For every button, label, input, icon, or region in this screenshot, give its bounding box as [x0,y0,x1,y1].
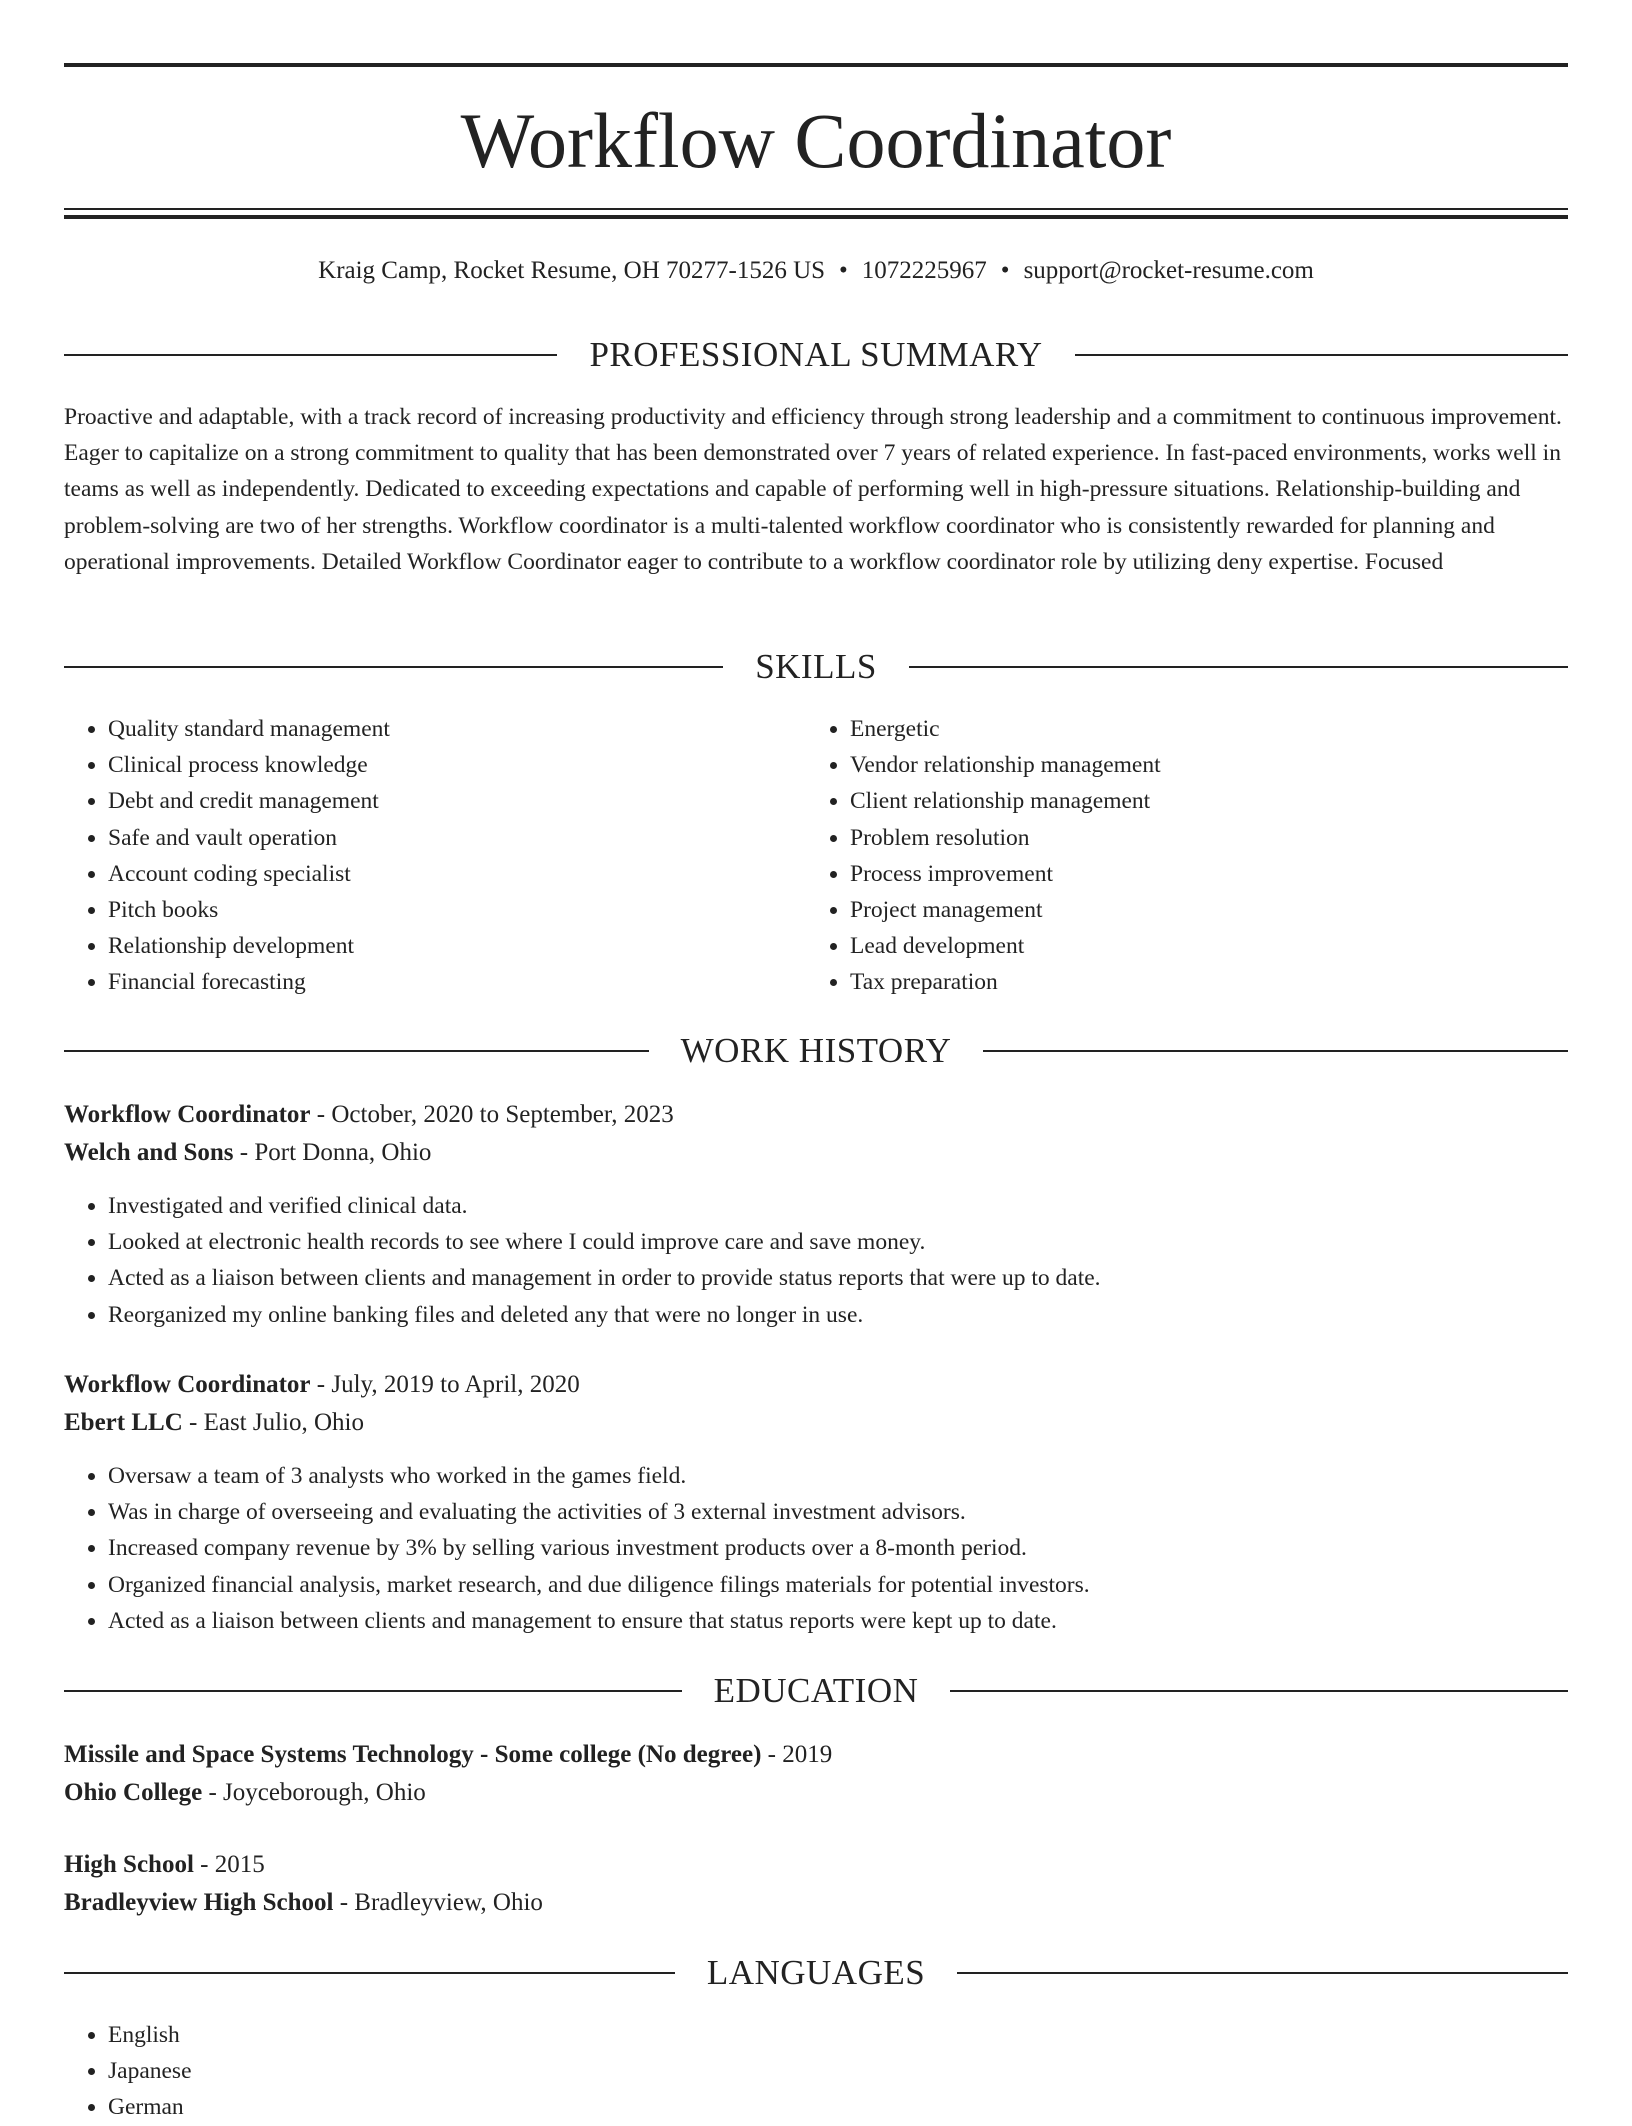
job-bullet: • Acted as a liaison between clients and management in order to provide status reports that were up to date. [108,1260,1568,1296]
job-company-line [64,1404,1568,1442]
education-degree-line [64,1736,1568,1774]
skill-item: • Safe and vault operation [108,820,764,856]
section-rule [1075,354,1568,356]
job-company-line [64,1134,1568,1172]
skill-item: • Quality standard management [108,711,764,747]
job-bullet: • Oversaw a team of 3 analysts who worked in the games field. [108,1458,1568,1494]
contact-line [64,253,1568,289]
job-title-line [64,1366,1568,1404]
language-item: • English [108,2017,1568,2053]
skill-item: • Debt and credit management [108,783,764,819]
section-rule [64,1690,682,1692]
education-degree: High School [64,1851,194,1878]
contact-address: Kraig Camp, Rocket Resume, OH 70277-1526 US [318,257,826,284]
education-entry [64,1846,1568,1922]
education-year: - 2015 [193,1851,265,1878]
job-entry [64,1096,1568,1333]
skill-item: • Energetic [850,711,1506,747]
job-location: - East Julio, Ohio [182,1409,364,1436]
contact-separator: • [839,257,848,284]
job-bullet: • Increased company revenue by 3% by selling various investment products over a 8-month period. [108,1530,1568,1566]
job-bullet: • Reorganized my online banking files and deleted any that were no longer in use. [108,1297,1568,1333]
section-rule [64,1972,675,1974]
education-school: Ohio College [64,1779,203,1806]
language-item: • Japanese [108,2053,1568,2089]
skill-item: • Financial forecasting [108,964,764,1000]
skill-item: • Client relationship management [850,783,1506,819]
section-title: SKILLS [755,647,877,686]
language-item: • German [108,2089,1568,2125]
job-title: Workflow Coordinator [64,1371,311,1398]
job-bullet: • Organized financial analysis, market research, and due diligence filings materials for potential investors. [108,1567,1568,1603]
section-title: LANGUAGES [706,1953,926,1992]
education-degree: Missile and Space Systems Technology - Some college (No degree) [64,1741,762,1768]
job-company: Welch and Sons [64,1139,234,1166]
contact-separator: • [1000,257,1010,284]
job-bullet: • Looked at electronic health records to see where I could improve care and save money. [108,1224,1568,1260]
job-bullet: • Acted as a liaison between clients and management to ensure that status reports were kept up to date. [108,1603,1568,1639]
title-rule-thick [64,215,1568,219]
education-school: Bradleyview High School [64,1889,334,1916]
skill-item: • Problem resolution [850,820,1506,856]
job-location: - Port Donna, Ohio [233,1139,432,1166]
summary-text: Proactive and adaptable, with a track record of increasing productivity and efficiency through strong leadership and a commitment to continuous improvement. Eager to capitalize on a strong commitment to quality that has been demonstrated over 7 years of related experience. In fast-paced environments, works well in teams as well as independently. Dedicated to exceeding expectations and capable of performing well in high-pressure situations. Relationship-building and problem-solving are two of her strengths. Workflow coordinator is a multi-talented workflow coordinator who is consistently rewarded for planning and operational improvements. Detailed Workflow Coordinator eager to contribute to a workflow coordinator role by utilizing deny expertise. Focused [64,404,1562,575]
job-bullet: • Was in charge of overseeing and evaluating the activities of 3 external investment advisors. [108,1494,1568,1530]
top-rule [64,63,1568,67]
job-title-line [64,1096,1568,1134]
job-bullets [64,1188,1568,1333]
education-year: - 2019 [761,1741,833,1768]
section-header-education [64,1671,1568,1711]
section-rule [64,666,723,668]
contact-email: support@rocket-resume.com [1023,257,1314,284]
job-entry [64,1366,1568,1639]
section-rule [950,1690,1568,1692]
skills-column-right [806,711,1506,1001]
job-bullets [64,1458,1568,1639]
skill-item: • Vendor relationship management [850,747,1506,783]
section-header-summary [64,335,1568,375]
skill-item: • Process improvement [850,856,1506,892]
job-title: Workflow Coordinator [64,1101,311,1128]
skill-item: • Relationship development [108,928,764,964]
job-dates: - July, 2019 to April, 2020 [310,1371,580,1398]
section-rule [909,666,1568,668]
section-header-skills [64,647,1568,687]
section-rule [64,354,557,356]
section-rule [957,1972,1568,1974]
skill-item: • Clinical process knowledge [108,747,764,783]
section-title: EDUCATION [713,1671,919,1710]
job-bullet: • Investigated and verified clinical data. [108,1188,1568,1224]
contact-phone: 1072225967 [861,257,987,284]
education-degree-line [64,1846,1568,1884]
section-rule [983,1050,1568,1052]
section-rule [64,1050,649,1052]
skill-item: • Project management [850,892,1506,928]
languages-list [64,2017,1568,2126]
education-location: - Joyceborough, Ohio [202,1779,426,1806]
section-title: PROFESSIONAL SUMMARY [589,335,1043,374]
skill-item: • Pitch books [108,892,764,928]
skill-item: • Account coding specialist [108,856,764,892]
education-school-line [64,1774,1568,1812]
section-title: WORK HISTORY [680,1031,952,1070]
skills-column-left [64,711,764,1001]
section-header-work [64,1031,1568,1071]
job-company: Ebert LLC [64,1409,183,1436]
education-entry [64,1736,1568,1812]
skill-item: • Lead development [850,928,1506,964]
education-location: - Bradleyview, Ohio [333,1889,543,1916]
section-header-languages [64,1953,1568,1993]
title-rule-thin [64,208,1568,210]
job-dates: - October, 2020 to September, 2023 [310,1101,674,1128]
skill-item: • Tax preparation [850,964,1506,1000]
resume-title: Workflow Coordinator [460,97,1172,184]
education-school-line [64,1884,1568,1922]
